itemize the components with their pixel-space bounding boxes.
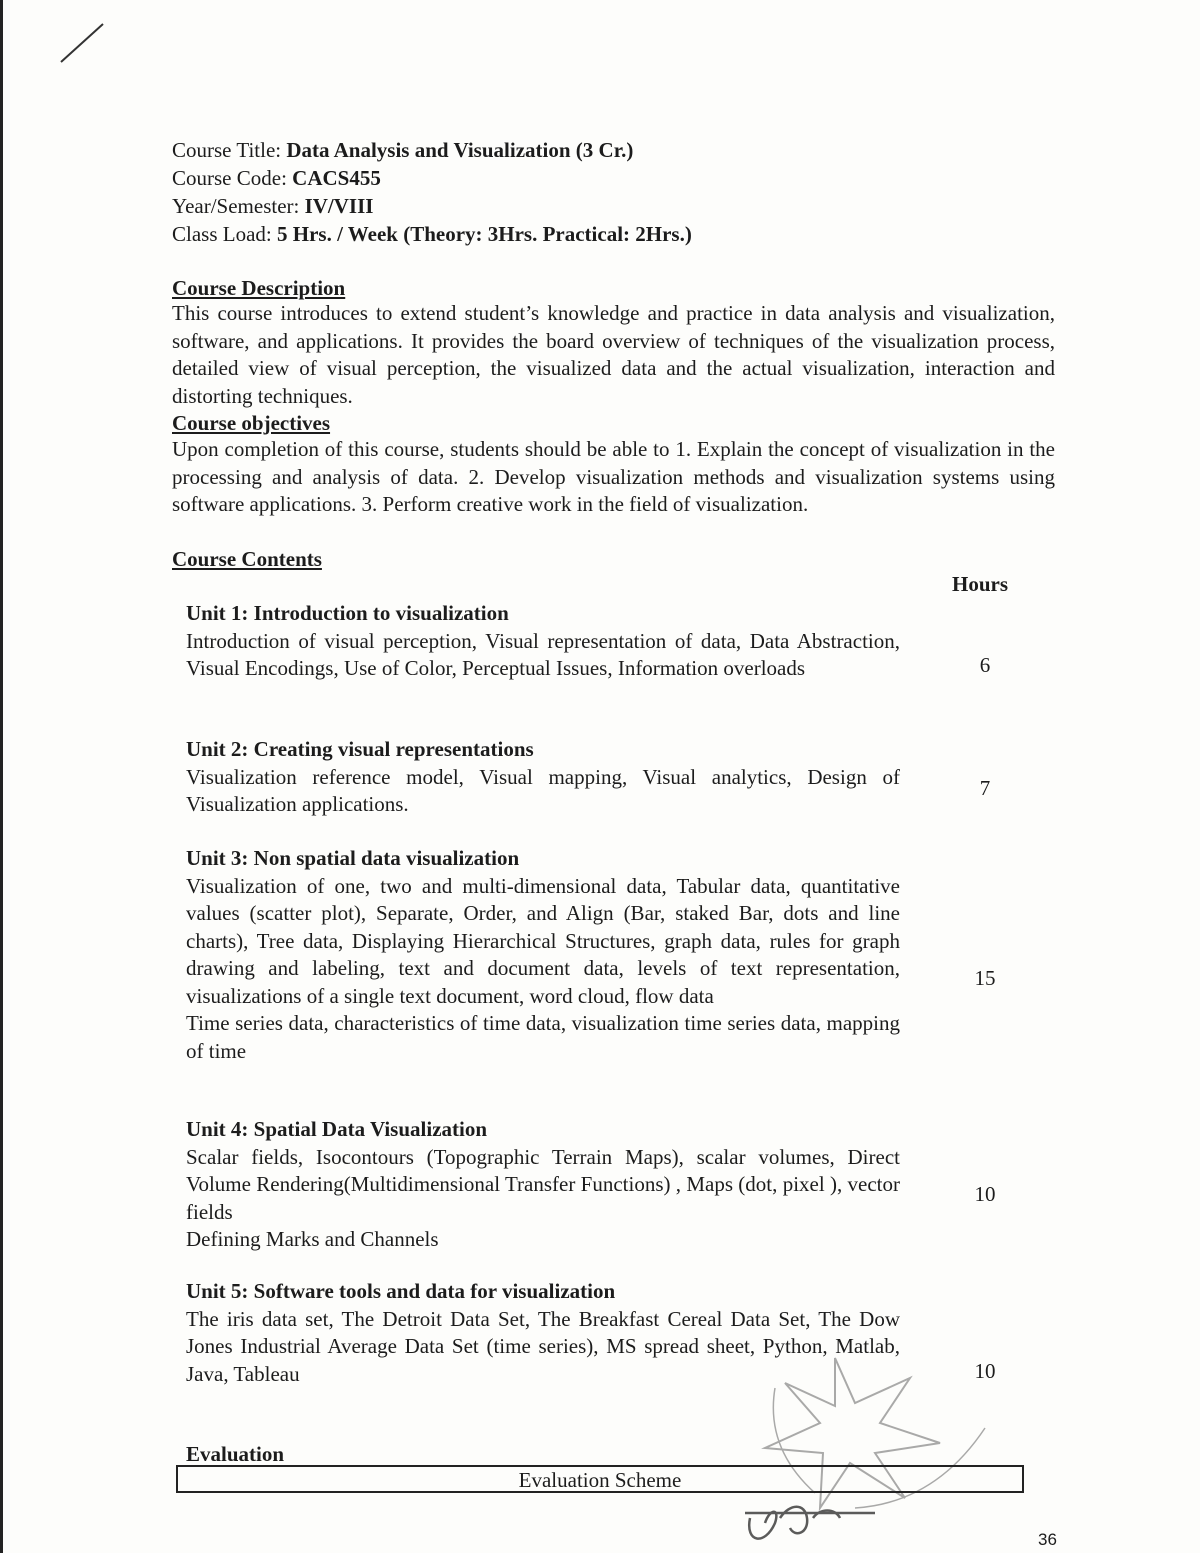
unit-body: The iris data set, The Detroit Data Set, The Breakfast Cereal Data Set, The Dow Jones Industrial Average Data Set (time series), MS spread sheet, Python, Matlab, Java, Tableau bbox=[186, 1306, 900, 1386]
unit-title: Unit 1: Introduction to visualization bbox=[186, 601, 509, 625]
unit-body: Visualization of one, two and multi-dimensional data, Tabular data, quantitative values (scatter plot), Separate, Order, and Align (Bar, staked Bar, dots and line charts), Tree data, Displaying Hierarchical Structures, graph data, rules for graph drawing and labeling, text and document data, levels of text representation, visualizations of a single text document, word cloud, flow data bbox=[186, 873, 900, 1008]
unit-body: Visualization reference model, Visual mapping, Visual analytics, Design of Visualization applications. bbox=[186, 764, 900, 816]
class-load-line: Class Load: 5 Hrs. / Week (Theory: 3Hrs. Practical: 2Hrs.) bbox=[172, 222, 692, 246]
evaluation-heading: Evaluation bbox=[186, 1442, 285, 1466]
unit-body: Introduction of visual perception, Visual representation of data, Data Abstraction, Visual Encodings, Use of Color, Perceptual Issues, Information overloads bbox=[186, 628, 900, 680]
unit-title: Unit 5: Software tools and data for visualization bbox=[186, 1279, 616, 1303]
course-header bbox=[172, 136, 692, 248]
unit-body-continued: Time series data, characteristics of time data, visualization time series data, mapping of time bbox=[186, 1011, 900, 1063]
year-semester: IV/VIII bbox=[304, 194, 374, 218]
course-description-heading: Course Description bbox=[172, 276, 346, 300]
unit-1-hours: 6 bbox=[979, 653, 991, 677]
unit-5-hours: 10 bbox=[974, 1359, 996, 1383]
course-code: CACS455 bbox=[292, 166, 381, 190]
unit-body-continued: Defining Marks and Channels bbox=[186, 1227, 439, 1251]
unit-body: Scalar fields, Isocontours (Topographic Terrain Maps), scalar volumes, Direct Volume Rendering(Multidimensional Transfer Functions) , Maps (dot, pixel ), vector fields bbox=[186, 1144, 900, 1224]
page-number: 36 bbox=[1038, 1530, 1057, 1549]
course-code-line: Course Code: CACS455 bbox=[172, 166, 381, 190]
hours-column-header: Hours bbox=[952, 572, 1009, 596]
unit-4 bbox=[186, 1116, 900, 1254]
unit-title: Unit 3: Non spatial data visualization bbox=[186, 846, 520, 870]
course-contents-heading: Course Contents bbox=[172, 547, 322, 571]
unit-title: Unit 2: Creating visual representations bbox=[186, 737, 534, 761]
scan-left-edge bbox=[0, 0, 3, 1553]
scan-pen-mark bbox=[55, 18, 115, 68]
unit-3-hours: 15 bbox=[974, 966, 996, 990]
course-objectives-text: Upon completion of this course, students should be able to 1. Explain the concept of visualization in the processing and analysis of data. 2. Develop visualization methods and visualization systems using software applications. 3. Perform creative work in the field of visualization. bbox=[172, 437, 1055, 516]
class-load: 5 Hrs. / Week (Theory: 3Hrs. Practical: 2Hrs.) bbox=[277, 222, 692, 246]
unit-4-hours: 10 bbox=[974, 1182, 996, 1206]
unit-3 bbox=[186, 845, 900, 1065]
evaluation-scheme-table bbox=[176, 1465, 1024, 1493]
unit-1 bbox=[186, 600, 900, 683]
course-description-text: This course introduces to extend student’s knowledge and practice in data analysis and visualization, software, and applications. It provides the board overview of techniques of the visualization process, detailed view of visual perception, the visualized data and the actual visualization, interaction and distorting techniques. bbox=[172, 301, 1055, 408]
unit-2 bbox=[186, 736, 900, 819]
year-semester-line: Year/Semester: IV/VIII bbox=[172, 194, 374, 218]
course-title-line: Course Title: Data Analysis and Visualization (3 Cr.) bbox=[172, 138, 634, 162]
course-objectives-heading: Course objectives bbox=[172, 411, 331, 435]
unit-title: Unit 4: Spatial Data Visualization bbox=[186, 1117, 488, 1141]
unit-2-hours: 7 bbox=[979, 776, 991, 800]
evaluation-scheme-header: Evaluation Scheme bbox=[518, 1468, 682, 1492]
official-seal-stamp bbox=[735, 1318, 1035, 1548]
course-title: Data Analysis and Visualization (3 Cr.) bbox=[286, 138, 634, 162]
